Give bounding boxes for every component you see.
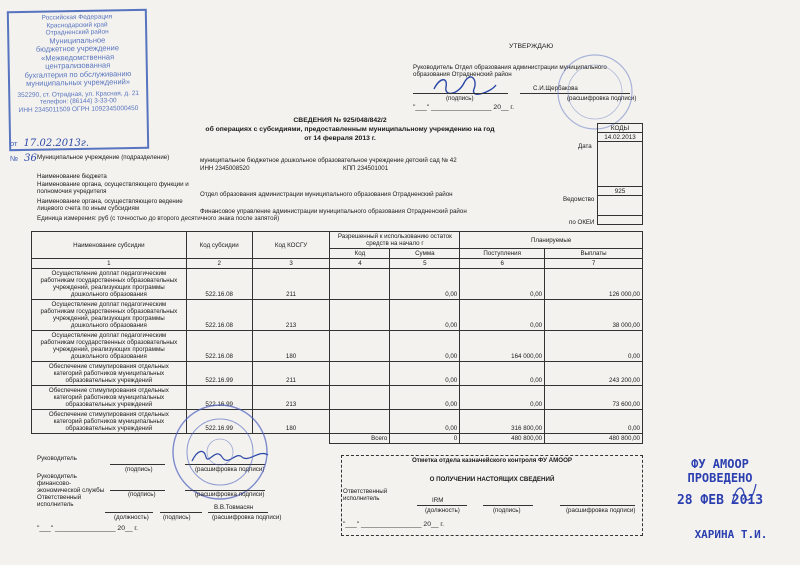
col-header-plan: Планируемые	[460, 232, 643, 249]
treasury-title: Отметка отдела казначейского контроля ФУ АМООР	[411, 457, 573, 464]
resp-sign-caption: (подпись)	[163, 514, 191, 521]
doc-title: СВЕДЕНИЯ № 925/048/842/2	[293, 117, 387, 124]
treasury-date: "___" ________________ 20__ г.	[343, 521, 444, 528]
row-name: Обеспечение стимулирования отдельных категорий работников муниципальных образовательных учреждений	[32, 362, 187, 386]
total-label: Всего	[330, 434, 390, 444]
approve-name: С.И.Щербакова	[533, 85, 578, 92]
stamp-line: централизованная	[45, 60, 111, 71]
fu-stamp-line2: ПРОВЕДЕНО	[687, 471, 753, 485]
budget-label: Наименование бюджета	[37, 173, 107, 180]
row-sum: 0,00	[390, 386, 460, 410]
account-value: Финансовое управление администрации муниципального образования Отрадненский район	[200, 208, 467, 215]
codes-date-label: Дата	[578, 143, 592, 150]
col-header-remain: Разрешенный к использованию остаток средств на начало г	[330, 232, 460, 249]
table-row	[32, 331, 643, 362]
stamp-number-row	[10, 154, 37, 163]
doc-subtitle: об операциях с субсидиями, предоставленным муниципальному учреждению на год	[205, 126, 495, 133]
fin-sign-caption: (подпись)	[128, 491, 156, 498]
table-row	[32, 410, 643, 434]
account-label: Наименование органа, осуществляющего ведение лицевого счета по иным субсидиям	[37, 198, 183, 212]
codes-table	[597, 123, 643, 225]
col-header-remain-sum: Сумма	[390, 249, 460, 259]
stamp-line: Российская Федерация	[41, 13, 113, 22]
stamp-line: 352290, ст. Отрадная, ул. Красная, д. 21	[17, 89, 140, 99]
signatures-date: "___" ________________ 20__ г.	[37, 525, 138, 532]
stamp-line: Отрадненский район	[45, 28, 109, 37]
stamp-line: муниципальных учреждений»	[26, 77, 131, 88]
row-sum: 0,00	[390, 331, 460, 362]
row-kosgu: 180	[252, 331, 330, 362]
row-name: Осуществление доплат педагогическим работникам государственных образовательных учреждений, реализующих программы дошкольного образования	[32, 331, 187, 362]
organization-stamp	[7, 9, 149, 151]
col-num: 6	[460, 259, 545, 269]
head-decode-caption: (расшифровка подписи)	[195, 466, 265, 473]
row-remain-code	[330, 386, 390, 410]
stamp-line: бюджетное учреждение	[35, 43, 120, 54]
unit-label: Единица измерения: руб (с точностью до второго десятичного знака после запятой)	[37, 215, 280, 222]
stamp-line: Муниципальное	[49, 35, 106, 45]
institution-seal	[170, 402, 270, 502]
approve-seal	[555, 52, 635, 132]
row-sum: 0,00	[390, 269, 460, 300]
fu-stamp-signature	[728, 480, 758, 510]
institution-kpp: КПП 234501001	[343, 165, 389, 172]
col-num: 2	[186, 259, 252, 269]
row-remain-code	[330, 362, 390, 386]
stamp-line: бухгалтерия по обслуживанию	[24, 68, 132, 80]
resp-position-caption: (должность)	[114, 514, 149, 521]
codes-vedomstvo-value: 925	[598, 187, 643, 196]
stamp-line: ИНН 2345011509 ОГРН 1092345000450	[18, 104, 139, 114]
row-kosgu: 211	[252, 269, 330, 300]
row-out: 243 200,00	[545, 362, 643, 386]
column-number-row	[32, 259, 643, 269]
treasury-sign-caption: (подпись)	[493, 507, 521, 514]
col-num: 7	[545, 259, 643, 269]
subsidies-table	[31, 231, 643, 444]
approve-sign-caption: (подпись)	[446, 95, 474, 102]
stamp-date-row	[10, 139, 89, 148]
institution-value: муниципальное бюджетное дошкольное образовательное учреждение детский сад № 42	[200, 157, 457, 164]
table-row	[32, 269, 643, 300]
row-remain-code	[330, 269, 390, 300]
row-name: Осуществление доплат педагогическим работникам государственных образовательных учреждений, реализующих программы дошкольного образования	[32, 300, 187, 331]
row-in: 0,00	[460, 362, 545, 386]
col-header-out: Выплаты	[545, 249, 643, 259]
col-header-kosgu: Код КОСГУ	[252, 232, 330, 259]
row-code: 522.16.99	[186, 386, 252, 410]
row-out: 0,00	[545, 410, 643, 434]
col-header-in: Поступления	[460, 249, 545, 259]
head-label: Руководитель	[37, 455, 77, 462]
approve-title: УТВЕРЖДАЮ	[509, 43, 554, 50]
total-sum: 0	[390, 434, 460, 444]
founder-label: Наименование органа, осуществляющего функции и полномочия учредителя	[37, 181, 189, 195]
row-code: 522.16.99	[186, 410, 252, 434]
row-out: 38 000,00	[545, 300, 643, 331]
institution-label: Муниципальное учреждение (подразделение)	[37, 154, 170, 161]
head-sign-caption: (подпись)	[125, 466, 153, 473]
row-out: 73 600,00	[545, 386, 643, 410]
row-code: 522.16.08	[186, 331, 252, 362]
row-in: 164 000,00	[460, 331, 545, 362]
col-header-remain-code: Код	[330, 249, 390, 259]
total-in: 480 800,00	[460, 434, 545, 444]
row-in: 316 800,00	[460, 410, 545, 434]
resp-decode-caption: (расшифровка подписи)	[212, 514, 282, 521]
resp-name: В.В.Товмасян	[214, 504, 254, 511]
table-row	[32, 300, 643, 331]
codes-date-value: 14.02.2013	[598, 133, 643, 142]
row-sum: 0,00	[390, 410, 460, 434]
row-kosgu: 211	[252, 362, 330, 386]
row-kosgu: 180	[252, 410, 330, 434]
doc-date: от 14 февраля 2013 г.	[304, 135, 376, 142]
resp-label: Ответственный исполнитель	[37, 494, 82, 508]
treasury-decode-caption: (расшифровка подписи)	[566, 507, 636, 514]
row-in: 0,00	[460, 269, 545, 300]
codes-vedomstvo-label: Ведомство	[563, 196, 595, 203]
treasury-position-value: IRM	[432, 497, 444, 504]
fin-head-label: Руководитель финансово-экономической службы	[37, 473, 105, 494]
founder-value: Отдел образования администрации муниципального образования Отрадненский район	[200, 191, 453, 198]
row-remain-code	[330, 410, 390, 434]
row-code: 522.16.08	[186, 269, 252, 300]
fin-decode-caption: (расшифровка подписи)	[195, 491, 265, 498]
table-row	[32, 362, 643, 386]
institution-inn: ИНН 2345008520	[200, 165, 250, 172]
row-name: Обеспечение стимулирования отдельных категорий работников муниципальных образовательных учреждений	[32, 386, 187, 410]
row-remain-code	[330, 331, 390, 362]
row-kosgu: 213	[252, 386, 330, 410]
col-num: 5	[390, 259, 460, 269]
col-header-name: Наименование субсидии	[32, 232, 187, 259]
approve-position: Руководитель Отдел образования администрации муниципального образования Отрадненский район	[413, 64, 607, 78]
row-out: 126 000,00	[545, 269, 643, 300]
table-row	[32, 386, 643, 410]
row-in: 0,00	[460, 300, 545, 331]
stamp-date-value: 17.02.2013г.	[23, 138, 90, 149]
treasury-subtitle: О ПОЛУЧЕНИИ НАСТОЯЩИХ СВЕДЕНИЙ	[429, 476, 555, 483]
stamp-number-value: 36	[24, 153, 37, 164]
fu-stamp-line1: ФУ АМООР	[691, 457, 749, 471]
row-sum: 0,00	[390, 362, 460, 386]
stamp-line: «Межведомственная	[41, 51, 115, 63]
row-code: 522.16.99	[186, 362, 252, 386]
col-num: 3	[252, 259, 330, 269]
approve-name-caption: (расшифровка подписи)	[567, 95, 637, 102]
row-sum: 0,00	[390, 300, 460, 331]
row-in: 0,00	[460, 386, 545, 410]
treasury-resp-label: Ответственный исполнитель	[343, 488, 388, 502]
row-name: Осуществление доплат педагогическим работникам государственных образовательных учреждений, реализующих программы дошкольного образования	[32, 269, 187, 300]
codes-title: КОДЫ	[598, 124, 643, 133]
stamp-line: телефон: (86144) 3-33-00	[40, 97, 117, 106]
stamp-date-label: от	[10, 139, 18, 148]
fu-stamp-line4: ХАРИНА Т.И.	[694, 528, 768, 541]
codes-okei-label: по ОКЕИ	[569, 219, 595, 226]
row-remain-code	[330, 300, 390, 331]
stamp-line: Краснодарский край	[46, 20, 108, 30]
row-out: 0,00	[545, 331, 643, 362]
treasury-position-caption: (должность)	[425, 507, 460, 514]
row-name: Обеспечение стимулирования отдельных категорий работников муниципальных образовательных учреждений	[32, 410, 187, 434]
col-header-code: Код субсидии	[186, 232, 252, 259]
row-code: 522.16.08	[186, 300, 252, 331]
col-num: 1	[32, 259, 187, 269]
stamp-number-label: №	[10, 154, 19, 163]
approve-date: "___" ________________ 20__ г.	[413, 104, 514, 111]
fu-stamp-line3: 28 ФЕВ 2013	[676, 493, 764, 508]
col-num: 4	[330, 259, 390, 269]
total-row	[32, 434, 643, 444]
total-out: 480 800,00	[545, 434, 643, 444]
row-kosgu: 213	[252, 300, 330, 331]
